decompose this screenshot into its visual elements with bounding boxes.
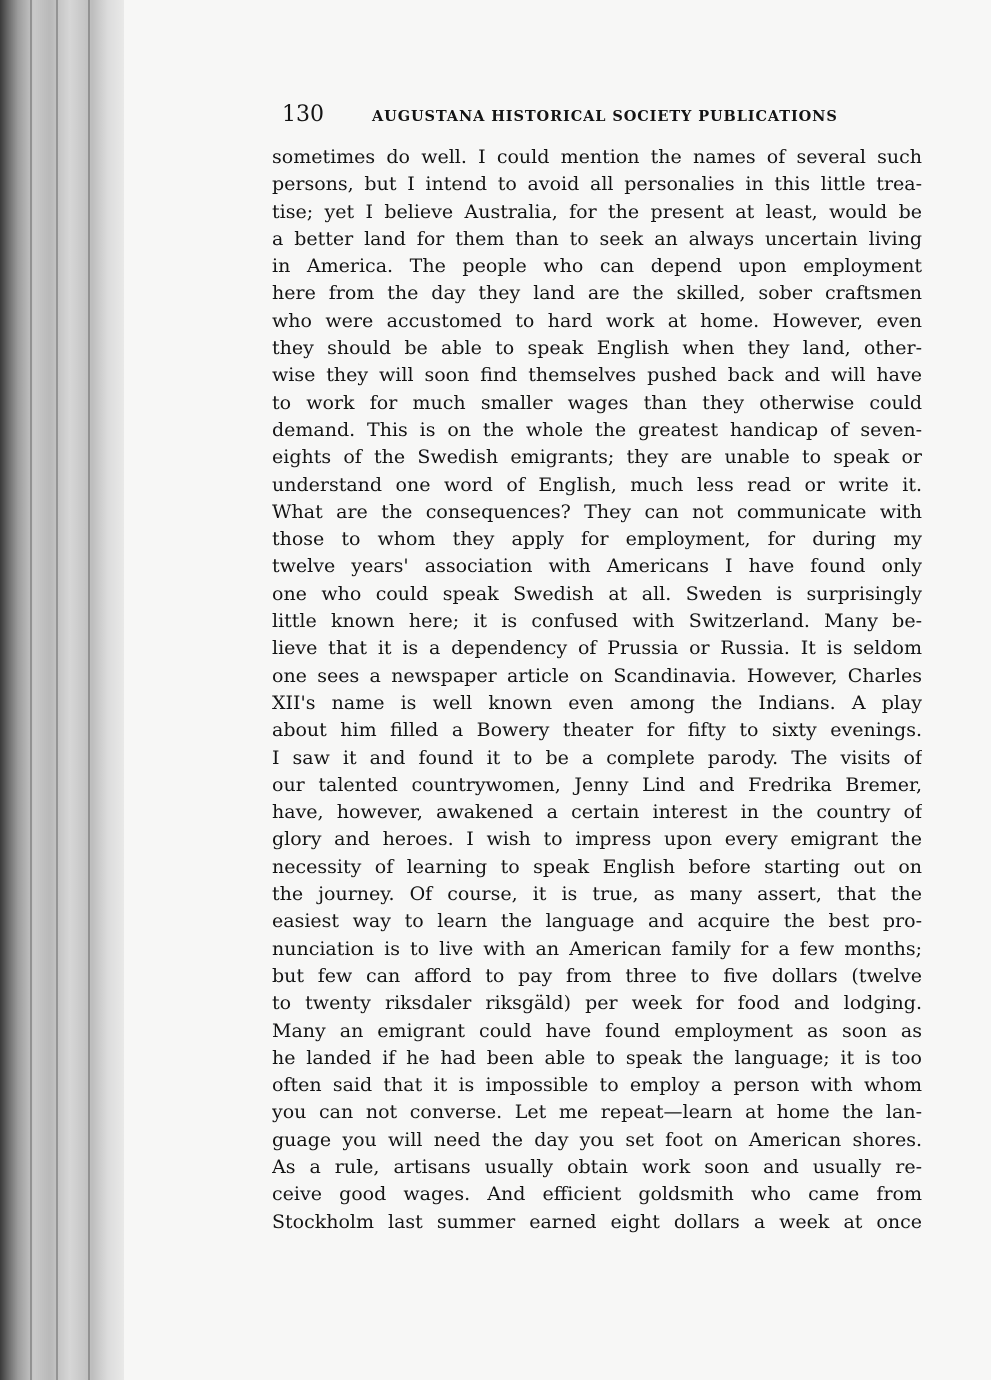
text-line: wise they will soon find themselves pushed back and will have [272,364,922,387]
text-line: persons, but I intend to avoid all personalies in this little trea- [272,173,922,196]
text-line: nunciation is to live with an American family for a few months; [272,937,922,960]
text-line: he landed if he had been able to speak the language; it is too [272,1046,922,1069]
text-line: one sees a newspaper article on Scandinavia. However, Charles [272,664,922,687]
text-line: a better land for them than to seek an always uncertain living [272,227,922,250]
text-line: Many an emigrant could have found employment as soon as [272,1019,922,1042]
text-line: demand. This is on the whole the greatest handicap of seven- [272,418,922,441]
text-line: those to whom they apply for employment, for during my [272,528,922,551]
text-line: often said that it is impossible to employ a person with whom [272,1074,922,1097]
text-line: I saw it and found it to be a complete parody. The visits of [272,746,922,769]
binding-shadow-line [88,0,90,1380]
text-line: who were accustomed to hard work at home. However, even [272,309,922,332]
text-line: they should be able to speak English when they land, other- [272,337,922,360]
text-line: necessity of learning to speak English before starting out on [272,855,922,878]
text-line: the journey. Of course, it is true, as many assert, that the [272,883,922,906]
text-line: to work for much smaller wages than they otherwise could [272,391,922,414]
running-head: AUGUSTANA HISTORICAL SOCIETY PUBLICATIONS [372,108,838,125]
text-line: Stockholm last summer earned eight dollars a week at once [272,1210,922,1233]
text-line: understand one word of English, much less read or write it. [272,473,922,496]
text-line: have, however, awakened a certain interest in the country of [272,801,922,824]
text-line: eights of the Swedish emigrants; they are unable to speak or [272,446,922,469]
binding-shadow-line [30,0,32,1380]
binding-shadow-line [56,0,58,1380]
text-line: in America. The people who can depend upon employment [272,255,922,278]
body-text [272,144,922,1236]
text-line: tise; yet I believe Australia, for the present at least, would be [272,200,922,223]
text-line: What are the consequences? They can not communicate with [272,500,922,523]
text-line: but few can afford to pay from three to five dollars (twelve [272,964,922,987]
text-line: about him filled a Bowery theater for fifty to sixty evenings. [272,719,922,742]
text-line: twelve years' association with Americans I have found only [272,555,922,578]
text-line: glory and heroes. I wish to impress upon every emigrant the [272,828,922,851]
text-line: you can not converse. Let me repeat—learn at home the lan- [272,1101,922,1124]
text-line: to twenty riksdaler riksgäld) per week for food and lodging. [272,992,922,1015]
text-line: As a rule, artisans usually obtain work soon and usually re- [272,1155,922,1178]
text-line: our talented countrywomen, Jenny Lind and Fredrika Bremer, [272,773,922,796]
text-line: little known here; it is confused with Switzerland. Many be- [272,610,922,633]
book-binding-edge [0,0,124,1380]
text-line: ceive good wages. And efficient goldsmith who came from [272,1183,922,1206]
text-line: easiest way to learn the language and acquire the best pro- [272,910,922,933]
text-line: one who could speak Swedish at all. Sweden is surprisingly [272,582,922,605]
text-line: lieve that it is a dependency of Prussia or Russia. It is seldom [272,637,922,660]
page-number: 130 [282,102,324,127]
text-line: guage you will need the day you set foot on American shores. [272,1128,922,1151]
page-header [282,100,922,130]
text-line: XII's name is well known even among the Indians. A play [272,691,922,714]
text-line: here from the day they land are the skilled, sober craftsmen [272,282,922,305]
text-line: sometimes do well. I could mention the names of several such [272,146,922,168]
